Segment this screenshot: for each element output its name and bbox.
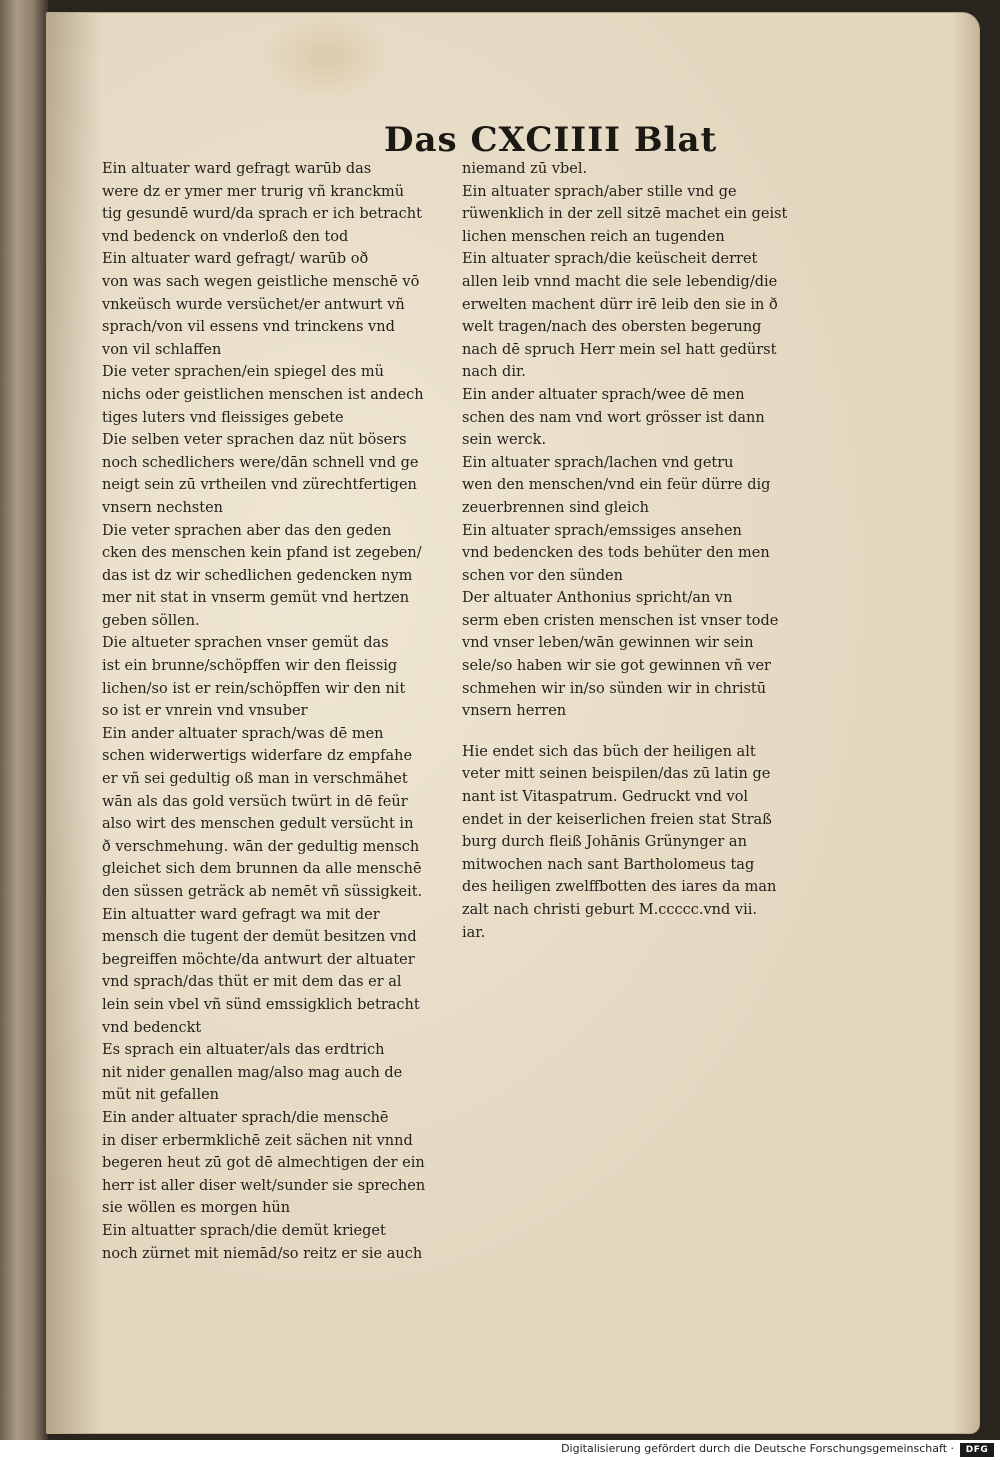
right-column-line: erwelten machent dürr irē leib den sie in ð (462, 296, 778, 313)
left-column-line: ð verschmehung. wān der gedultig mensch (102, 838, 420, 855)
left-column-line: so ist er vnrein vnd vnsuber (102, 703, 308, 720)
left-column-line: begreiffen möchte/da antwurt der altuater (102, 951, 415, 968)
right-column-line: zeuerbrennen sind gleich (462, 499, 649, 516)
left-column-line: schen widerwertigs widerfare dz empfahe (102, 748, 413, 765)
left-column-line: Ein ander altuater sprach/was dē men (102, 725, 384, 742)
left-column-line: begeren heut zū got dē almechtigen der ein (102, 1155, 425, 1172)
left-column-line: Ein altuatter ward gefragt wa mit der (102, 906, 380, 923)
right-column-line: schmehen wir in/so sünden wir in christū (462, 680, 767, 697)
left-column-line: nichs oder geistlichen menschen ist andech (102, 386, 424, 403)
right-column-line: serm eben cristen menschen ist vnser tode (462, 612, 779, 629)
left-column-line: nit nider genallen mag/also mag auch de (102, 1064, 403, 1081)
right-column-line: Der altuater Anthonius spricht/an vn (462, 590, 733, 607)
dfg-logo: DFG (960, 1443, 994, 1457)
left-column-line: mer nit stat in vnserm gemüt vnd hertzen (102, 590, 410, 607)
right-column-line: Ein altuater sprach/emssiges ansehen (462, 522, 742, 539)
left-column-line: Die altueter sprachen vnser gemüt das (102, 635, 389, 652)
colophon (462, 741, 854, 944)
left-page-edge (0, 0, 48, 1440)
left-column-line: vnd bedenck on vnderloß den tod (102, 228, 349, 245)
left-column-line: geben söllen. (102, 612, 200, 629)
left-column-line: in diser erbermklichē zeit sächen nit vnnd (102, 1132, 413, 1149)
colophon-line: burg durch fleiß Johānis Grünynger an (462, 834, 747, 851)
left-column-line: herr ist aller diser welt/sunder sie sprechen (102, 1177, 426, 1194)
left-column-line: Die veter sprachen/ein spiegel des mü (102, 364, 384, 381)
colophon-line: des heiligen zwelffbotten des iares da man (462, 879, 777, 896)
colophon-line: endet in der keiserlichen freien stat Straß (462, 811, 772, 828)
left-column-line: sprach/von vil essens vnd trinckens vnd (102, 319, 395, 336)
right-column-line: niemand zū vbel. (462, 161, 588, 177)
right-column-line: Ein altuater sprach/aber stille vnd ge (462, 183, 737, 200)
left-column-line: vnd bedenckt (102, 1019, 202, 1036)
right-column-line: Ein ander altuater sprach/wee dē men (462, 386, 745, 403)
left-column-line: cken des menschen kein pfand ist zegeben/ (102, 545, 422, 562)
right-column-line: wen den menschen/vnd ein feür dürre dig (462, 477, 771, 494)
left-column-line: Ein altuatter sprach/die demüt krieget (102, 1222, 386, 1239)
left-column-line: ist ein brunne/schöpffen wir den fleissig (102, 658, 398, 675)
left-column-line: also wirt des menschen gedult versücht in (102, 816, 414, 833)
page-folio-header: Das CXCIIII Blat (384, 120, 718, 160)
left-column-line: Die selben veter sprachen daz nüt bösers (102, 432, 407, 449)
right-column-line: allen leib vnnd macht die sele lebendig/die (462, 273, 778, 290)
right-column-line: vnsern herren (462, 703, 567, 720)
right-column-line: vnd bedencken des tods behüter den men (462, 545, 770, 562)
left-column-line: vnd sprach/das thüt er mit dem das er al (102, 974, 402, 991)
left-column-line: mensch die tugent der demüt besitzen vnd (102, 929, 417, 946)
right-text-column (462, 158, 854, 944)
right-column-line: nach dir. (462, 364, 526, 381)
colophon-line: nant ist Vitaspatrum. Gedruckt vnd vol (462, 789, 749, 806)
left-column-line: vnsern nechsten (102, 499, 223, 516)
left-column-line: Es sprach ein altuater/als das erdtrich (102, 1042, 385, 1059)
left-column-line: den süssen geträck ab nemēt vñ süssigkeit. (102, 884, 423, 900)
left-column-line: Ein altuater ward gefragt/ warūb oð (102, 251, 369, 268)
left-column-line: er vñ sei gedultig oß man in verschmähet (102, 771, 408, 788)
left-column-line: neigt sein zū vrtheilen vnd zürechtfertigen (102, 477, 417, 494)
right-column-line: rüwenklich in der zell sitzē machet ein geist (462, 206, 788, 223)
left-column-line: Ein ander altuater sprach/die menschē (102, 1109, 389, 1126)
left-column-line: lein sein vbel vñ sünd emssigklich betracht (102, 996, 420, 1013)
left-column-line: lichen/so ist er rein/schöpffen wir den nit (102, 680, 406, 697)
left-column-line: müt nit gefallen (102, 1087, 220, 1104)
left-column-line: noch schedlichers were/dān schnell vnd ge (102, 454, 419, 471)
colophon-line: zalt nach christi geburt M.ccccc.vnd vii. (462, 902, 757, 918)
left-column-line: Ein altuater ward gefragt warūb das (102, 161, 372, 177)
right-column-line: Ein altuater sprach/die keüscheit derret (462, 251, 758, 268)
right-column-line: sele/so haben wir sie got gewinnen vñ ver (462, 658, 771, 675)
left-column-line: tig gesundē wurd/da sprach er ich betracht (102, 206, 422, 223)
left-column-line: noch zürnet mit niemād/so reitz er sie auch (102, 1245, 423, 1262)
left-column-line: das ist dz wir schedlichen gedencken nym (102, 567, 413, 584)
colophon-line: veter mitt seinen beispilen/das zū latin ge (462, 766, 771, 783)
left-column-line: were dz er ymer mer trurig vñ kranckmü (102, 183, 405, 200)
footer-bar (0, 1440, 1000, 1460)
left-text-column (102, 158, 490, 1265)
right-column-line: sein werck. (462, 432, 547, 449)
right-column-line: schen vor den sünden (462, 567, 624, 584)
left-column-line: von was sach wegen geistliche menschē vō (102, 273, 420, 290)
right-column-text (462, 158, 854, 723)
paper-stain (261, 12, 391, 102)
right-column-line: lichen menschen reich an tugenden (462, 228, 725, 245)
left-column-line: von vil schlaffen (102, 341, 222, 358)
right-column-line: welt tragen/nach des obersten begerung (462, 319, 762, 336)
left-column-line: Die veter sprachen aber das den geden (102, 522, 392, 539)
colophon-line: mitwochen nach sant Bartholomeus tag (462, 856, 755, 873)
right-column-line: schen des nam vnd wort grösser ist dann (462, 409, 765, 426)
colophon-line: iar. (462, 924, 486, 941)
funding-credit: Digitalisierung gefördert durch die Deutsche Forschungsgemeinschaft · (561, 1442, 954, 1455)
left-column-line: tiges luters vnd fleissiges gebete (102, 409, 344, 426)
right-column-line: nach dē spruch Herr mein sel hatt gedürst (462, 341, 777, 358)
left-column-line: wān als das gold versüch twürt in dē feür (102, 793, 408, 810)
left-column-line: vnkeüsch wurde versüchet/er antwurt vñ (102, 296, 405, 313)
left-column-line: gleichet sich dem brunnen da alle menschē (102, 861, 422, 878)
right-column-line: vnd vnser leben/wān gewinnen wir sein (462, 635, 754, 652)
left-column-line: sie wöllen es morgen hün (102, 1200, 291, 1217)
right-column-line: Ein altuater sprach/lachen vnd getru (462, 454, 734, 471)
colophon-line: Hie endet sich das büch der heiligen alt (462, 743, 756, 760)
